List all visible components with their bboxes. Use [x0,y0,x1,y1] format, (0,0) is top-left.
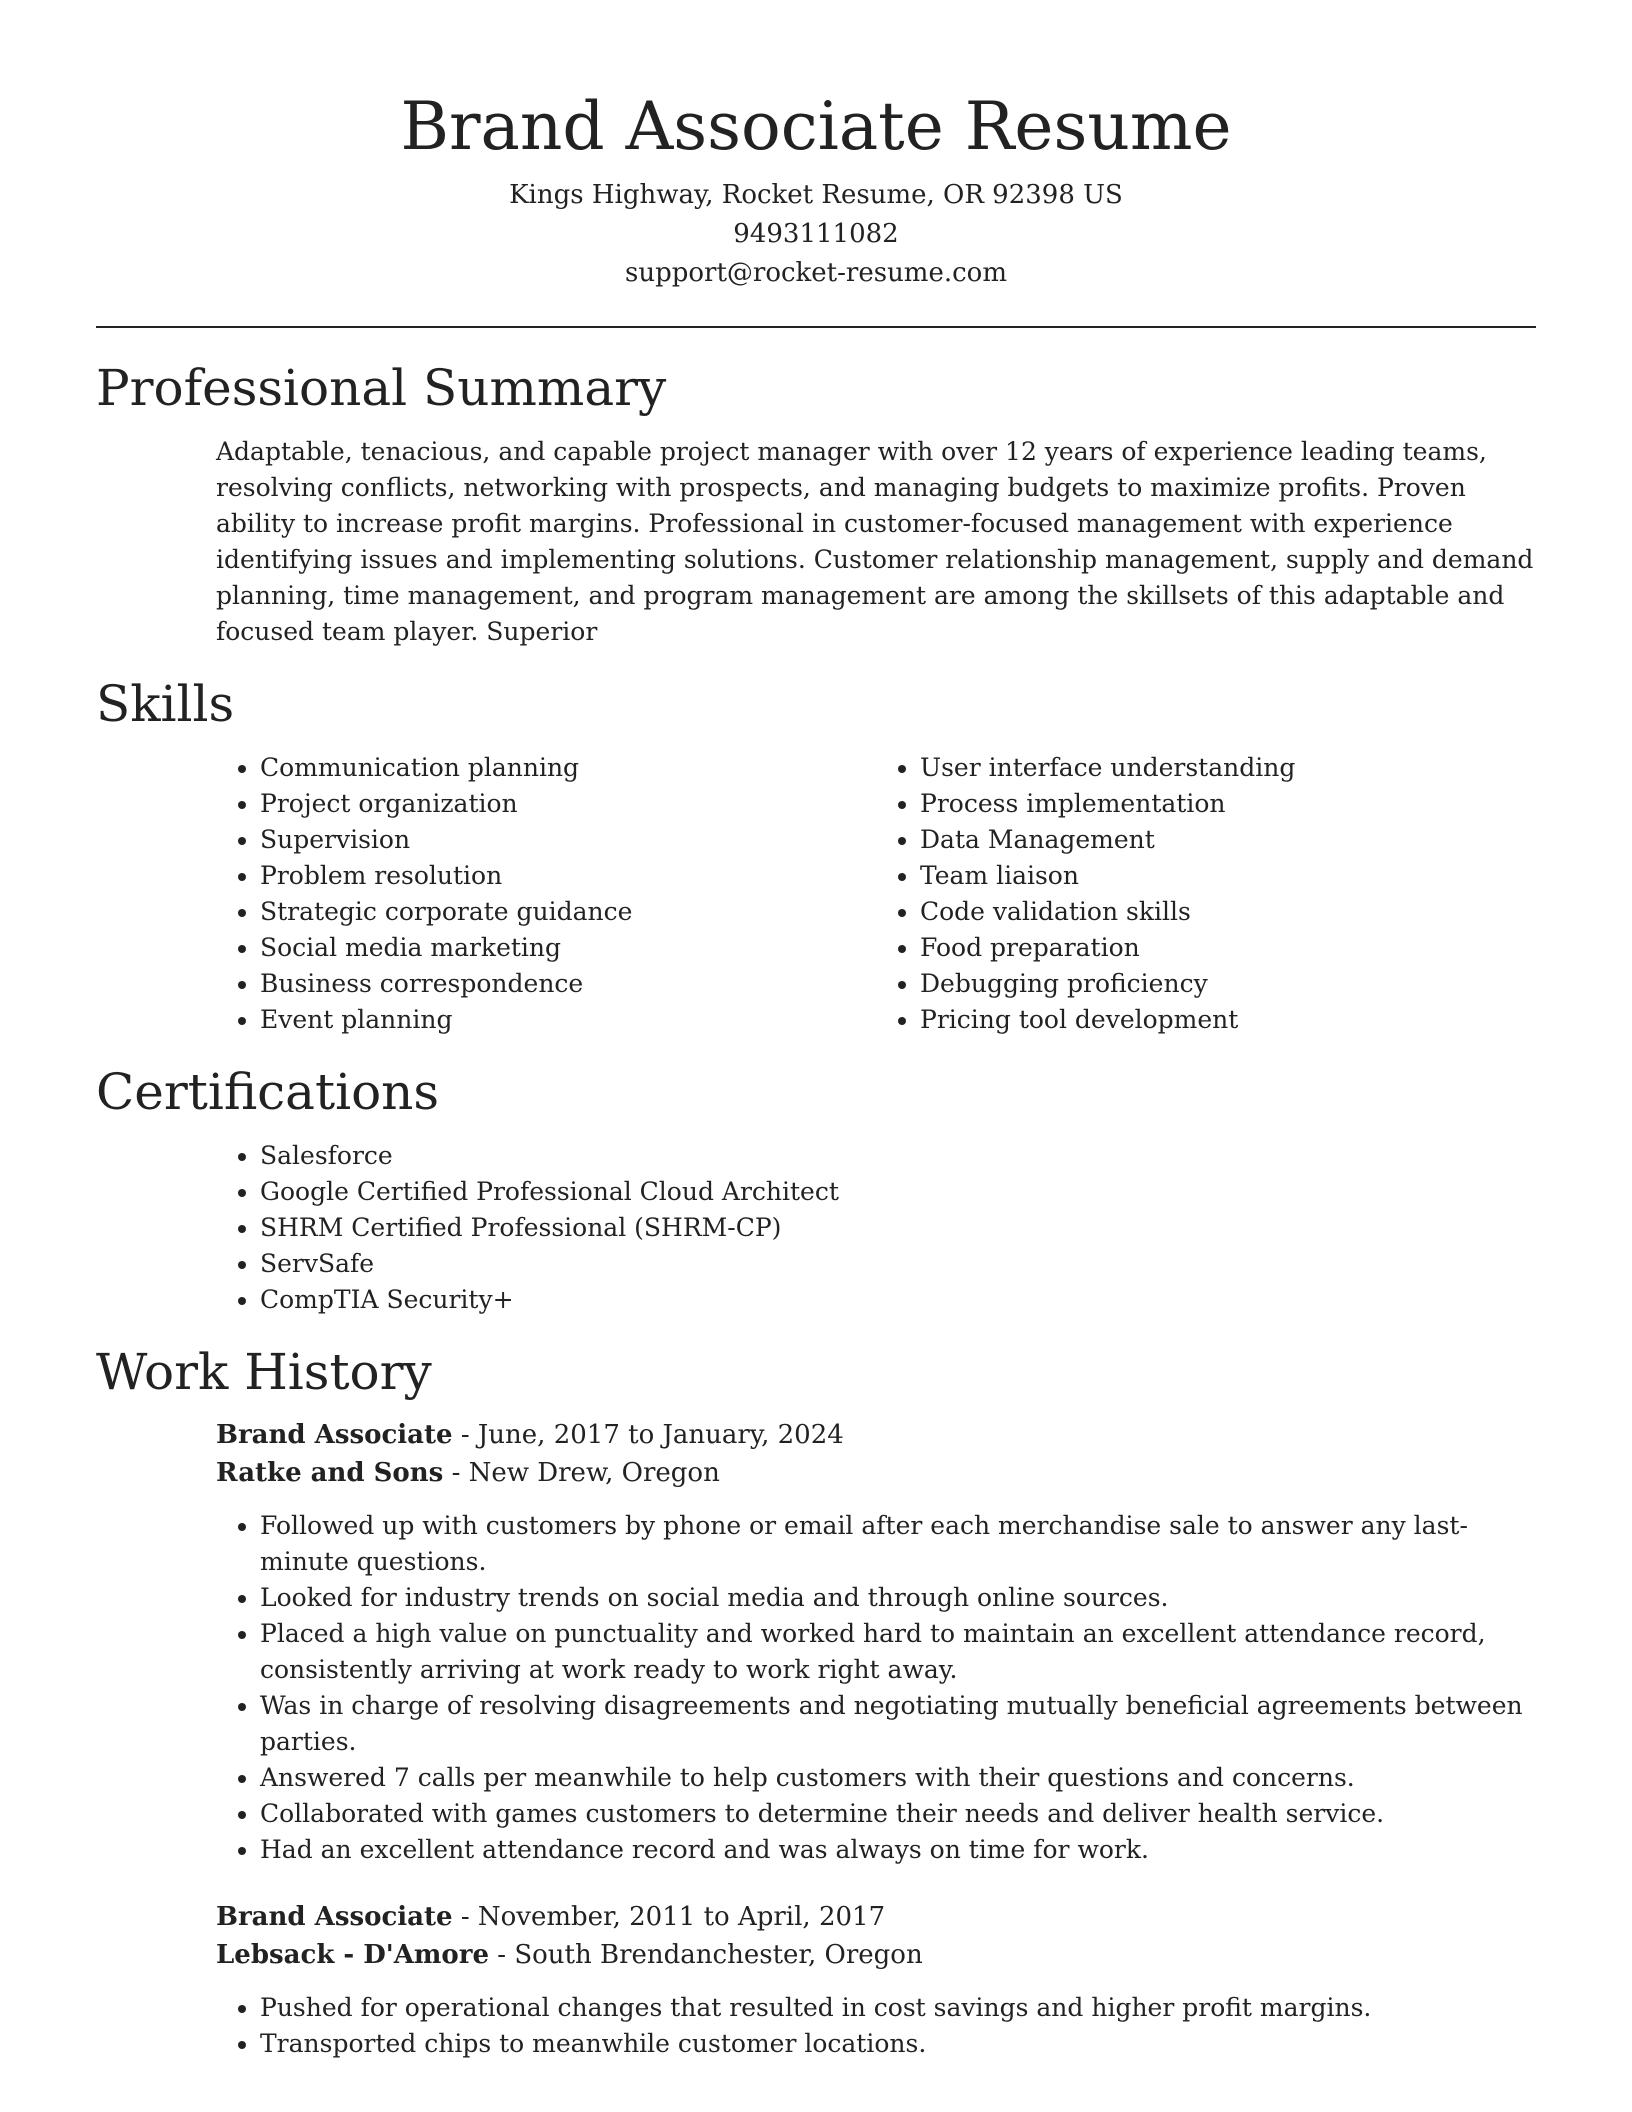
job-company-line [216,1936,1536,1974]
job-duty-item: • Followed up with customers by phone or email after each merchandise sale to answer any last-minute questions. [260,1508,1530,1580]
skill-item: • Data Management [920,822,1536,858]
skill-item: • Event planning [260,1002,876,1038]
job-entry [216,1416,1536,1868]
job-company: Ratke and Sons [216,1458,444,1488]
job-duty-item: • Placed a high value on punctuality and worked hard to maintain an excellent attendance record, consistently arriving at work ready to work right away. [260,1616,1530,1688]
skill-item: • Food preparation [920,930,1536,966]
skill-item: • User interface understanding [920,750,1536,786]
summary-section [96,356,1536,650]
contact-phone: 9493111082 [733,219,899,249]
work-history-heading: Work History [96,1343,432,1401]
job-duty-item: • Had an excellent attendance record and was always on time for work. [260,1832,1530,1868]
job-location: - South Brendanchester, Oregon [489,1940,923,1970]
skill-item: • Pricing tool development [920,1002,1536,1038]
job-dates: - June, 2017 to January, 2024 [452,1420,844,1450]
certification-item: • Google Certified Professional Cloud Architect [260,1174,1536,1210]
skills-grid [216,750,1536,1038]
skill-item: • Project organization [260,786,876,822]
summary-heading: Professional Summary [96,359,667,417]
job-duties [216,1508,1536,1868]
skills-section [96,672,1536,1038]
skill-item: • Business correspondence [260,966,876,1002]
skill-item: • Communication planning [260,750,876,786]
skill-item: • Social media marketing [260,930,876,966]
skills-list-left [216,750,876,1038]
skills-heading: Skills [96,675,235,733]
certification-item: • Salesforce [260,1138,1536,1174]
skill-item: • Process implementation [920,786,1536,822]
job-company-line [216,1454,1536,1492]
job-title-line [216,1416,1536,1454]
header-divider [96,326,1536,328]
certifications-section [96,1060,1536,1318]
job-duties-list [216,1508,1530,1868]
certifications-heading: Certifications [96,1063,440,1121]
certification-item: • SHRM Certified Professional (SHRM-CP) [260,1210,1536,1246]
job-role: Brand Associate [216,1902,453,1932]
contact-email: support@rocket-resume.com [624,258,1007,288]
job-duty-item: • Answered 7 calls per meanwhile to help customers with their questions and concerns. [260,1760,1530,1796]
resume-header [96,0,1536,293]
job-duties-list [216,1990,1530,2062]
skill-item: • Code validation skills [920,894,1536,930]
job-role: Brand Associate [216,1420,453,1450]
job-location: - New Drew, Oregon [443,1458,720,1488]
skill-item: • Debugging proficiency [920,966,1536,1002]
job-duty-item: • Pushed for operational changes that resulted in cost savings and higher profit margins. [260,1990,1530,2026]
certifications-list-wrap [216,1138,1536,1318]
skill-item: • Supervision [260,822,876,858]
summary-text: Adaptable, tenacious, and capable project manager with over 12 years of experience leading teams, resolving conflicts, networking with prospects, and managing budgets to maximize profits. Proven ability to increase profit margins. Professional in customer-focused management with experience identifying issues and implementing solutions. Customer relationship management, supply and demand planning, time management, and program management are among the skillsets of this adaptable and focused team player. Superior [216,437,1534,646]
work-history-section [96,1340,1536,2062]
job-duty-item: • Looked for industry trends on social media and through online sources. [260,1580,1530,1616]
job-duty-item: • Collaborated with games customers to determine their needs and deliver health service. [260,1796,1530,1832]
job-company: Lebsack - D'Amore [216,1940,489,1970]
resume-title: Brand Associate Resume [400,88,1232,165]
certifications-list [216,1138,1536,1318]
job-duties [216,1990,1536,2062]
job-entry [216,1898,1536,2062]
skill-item: • Problem resolution [260,858,876,894]
skill-item: • Team liaison [920,858,1536,894]
job-dates: - November, 2011 to April, 2017 [452,1902,886,1932]
job-duty-item: • Was in charge of resolving disagreements and negotiating mutually beneficial agreements between parties. [260,1688,1530,1760]
contact-block [96,176,1536,293]
certification-item: • CompTIA Security+ [260,1282,1536,1318]
job-title-line [216,1898,1536,1936]
job-duty-item: • Transported chips to meanwhile customer locations. [260,2026,1530,2062]
certification-item: • ServSafe [260,1246,1536,1282]
skill-item: • Strategic corporate guidance [260,894,876,930]
resume-page [96,0,1536,2062]
skills-list-right [876,750,1536,1038]
contact-address: Kings Highway, Rocket Resume, OR 92398 US [509,180,1123,210]
